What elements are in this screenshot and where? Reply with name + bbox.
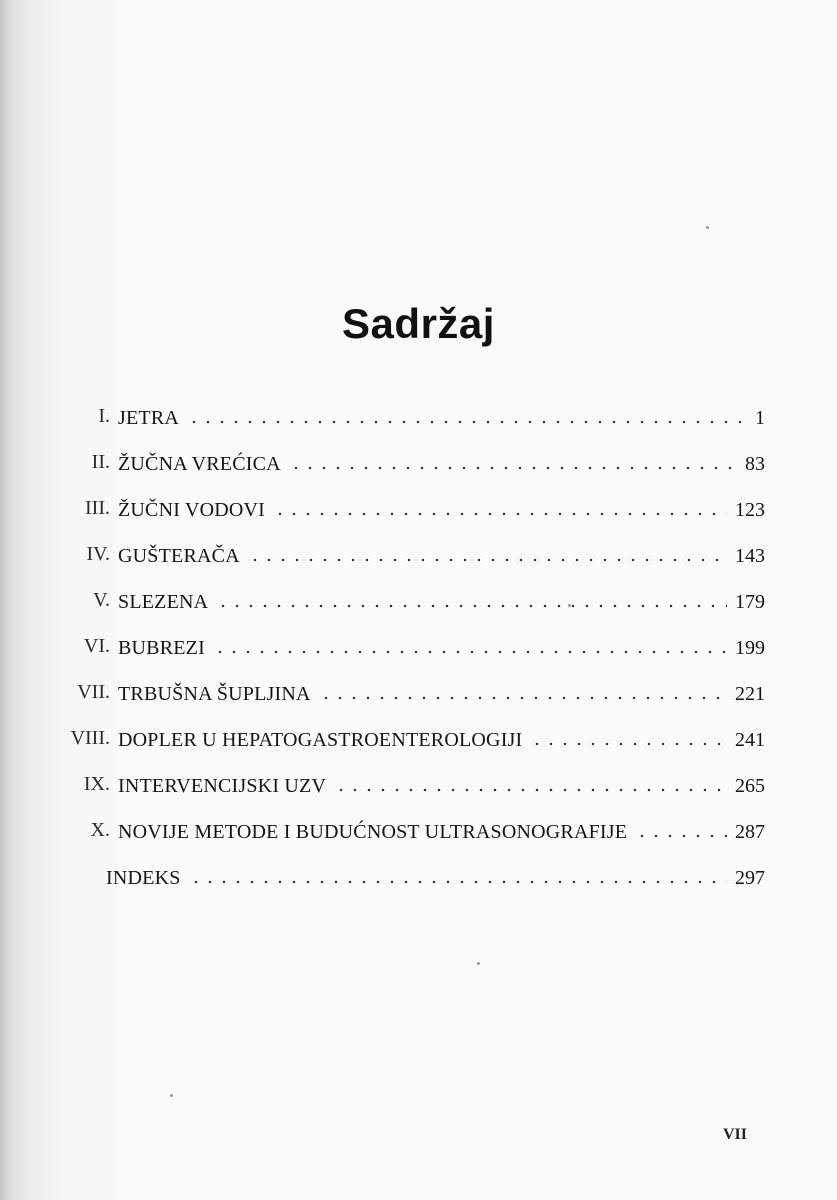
toc-entry	[50, 772, 765, 798]
chapter-title: INDEKS	[106, 867, 181, 889]
chapter-number: II.	[91, 451, 110, 473]
toc-entry	[50, 818, 765, 844]
leader-dots	[248, 557, 727, 563]
chapter-title: GUŠTERAČA	[118, 545, 240, 567]
leader-dots	[189, 879, 727, 885]
page-number: 123	[735, 499, 765, 521]
toc-entry	[50, 726, 765, 752]
paper-speck	[706, 226, 709, 229]
toc-entry	[50, 450, 765, 476]
chapter-title: TRBUŠNA ŠUPLJINA	[118, 683, 311, 705]
page-number: 83	[745, 453, 765, 475]
chapter-number: VII.	[77, 681, 110, 703]
chapter-title: JETRA	[118, 407, 179, 429]
leader-dots	[213, 649, 727, 655]
leader-dots	[334, 787, 727, 793]
chapter-number: X.	[90, 819, 110, 841]
paper-speck	[170, 1094, 173, 1097]
page-number: 143	[735, 545, 765, 567]
page-number: 265	[735, 775, 765, 797]
page-number: 1	[755, 407, 765, 429]
chapter-number: IV.	[86, 543, 110, 565]
page-number: 297	[735, 867, 765, 889]
leader-dots	[289, 465, 737, 471]
chapter-number: I.	[98, 405, 110, 427]
toc-entry	[50, 680, 765, 706]
toc-entry	[50, 634, 765, 660]
leader-dots	[187, 419, 747, 425]
chapter-title: ŽUČNI VODOVI	[118, 499, 266, 521]
leader-dots	[530, 741, 727, 747]
chapter-title: INTERVENCIJSKI UZV	[118, 775, 327, 797]
leader-dots	[319, 695, 727, 701]
page-number: 287	[735, 821, 765, 843]
paper-speck	[568, 604, 571, 607]
toc-entry	[50, 542, 765, 568]
leader-dots	[216, 603, 727, 609]
paper-speck	[477, 962, 480, 965]
leader-dots	[273, 511, 727, 517]
page-folio: VII	[723, 1126, 748, 1143]
page-number: 241	[735, 729, 765, 751]
chapter-title: BUBREZI	[118, 637, 205, 659]
leader-dots	[635, 833, 727, 839]
chapter-number: IX.	[83, 773, 110, 795]
toc-entry	[50, 864, 765, 890]
toc-entry	[50, 496, 765, 522]
chapter-title: DOPLER U HEPATOGASTROENTEROLOGIJI	[118, 729, 523, 751]
toc-entry	[50, 404, 765, 430]
page-number: 179	[735, 591, 765, 613]
chapter-title: SLEZENA	[118, 591, 209, 613]
chapter-number: VIII.	[70, 727, 110, 749]
page-number: 221	[735, 683, 765, 705]
chapter-number: V.	[93, 589, 110, 611]
chapter-number: VI.	[83, 635, 110, 657]
page-number: 199	[735, 637, 765, 659]
chapter-title: ŽUČNA VREĆICA	[118, 453, 281, 475]
page-title: Sadržaj	[342, 300, 495, 347]
toc-entry	[50, 588, 765, 614]
chapter-number: III.	[85, 497, 110, 519]
chapter-title: NOVIJE METODE I BUDUĆNOST ULTRASONOGRAFIJE	[118, 821, 628, 843]
